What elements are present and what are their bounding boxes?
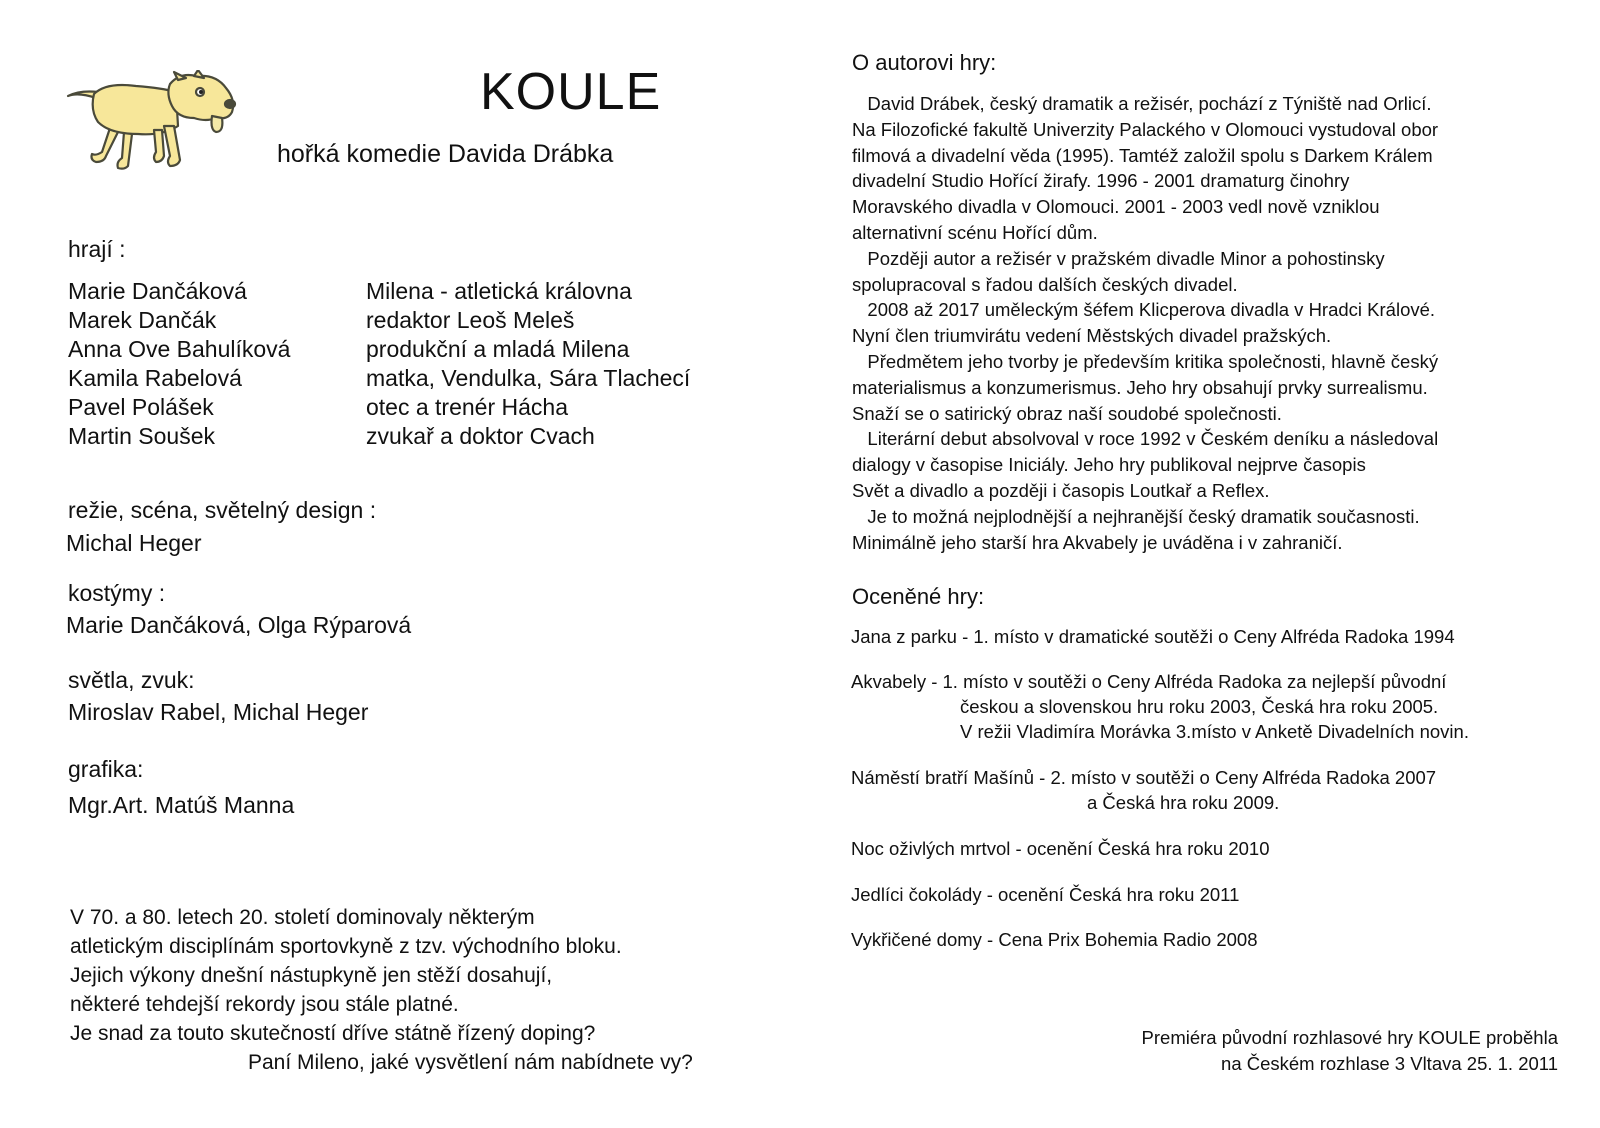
cast-role: otec a trenér Hácha <box>366 394 569 420</box>
author-line: Je to možná nejplodnější a nejhranější český dramatik současnosti. <box>852 505 1420 527</box>
award-line: Náměstí bratří Mašínů - 2. místo v soutěži o Ceny Alfréda Radoka 2007 <box>851 767 1437 788</box>
intro-line: některé tehdejší rekordy jsou stále platné. <box>70 993 459 1016</box>
author-line: divadelní Studio Hořící žirafy. 1996 - 2001 dramaturg činohry <box>852 170 1350 192</box>
award-line: Noc oživlých mrtvol - ocenění Česká hra roku 2010 <box>851 838 1270 859</box>
author-line: Snaží se o satirický obraz naší soudobé společnosti. <box>852 402 1282 424</box>
award-item <box>851 624 1455 649</box>
credit-value: Miroslav Rabel, Michal Heger <box>68 699 369 725</box>
intro-line: Jejich výkony dnešní nástupkyně jen stěží dosahují, <box>70 964 553 987</box>
page-subtitle: hořká komedie Davida Drábka <box>277 140 614 168</box>
premiere-line: na Českém rozhlase 3 Vltava 25. 1. 2011 <box>1221 1052 1558 1074</box>
cast-role: zvukař a doktor Cvach <box>366 423 595 449</box>
cast-actor: Marek Dančák <box>68 307 217 333</box>
page-title: KOULE <box>480 63 662 121</box>
award-item <box>851 669 1469 744</box>
credit-value: Mgr.Art. Matúš Manna <box>68 792 295 818</box>
cast-heading: hrají : <box>68 236 126 262</box>
award-item <box>851 927 1258 952</box>
cast-actor: Marie Dančáková <box>68 278 247 304</box>
award-item <box>851 765 1436 815</box>
author-line: 2008 až 2017 uměleckým šéfem Klicperova divadla v Hradci Králové. <box>852 299 1436 321</box>
author-line: Svět a divadlo a později i časopis Loutkař a Reflex. <box>852 479 1270 501</box>
premiere-line: Premiéra původní rozhlasové hry KOULE proběhla <box>1141 1027 1558 1048</box>
author-line: Na Filozofické fakultě Univerzity Palackého v Olomouci vystudoval obor <box>852 118 1439 140</box>
author-line: Nyní člen triumvirátu vedení Městských divadel pražských. <box>852 325 1332 347</box>
credit-value: Michal Heger <box>66 530 202 556</box>
credit-value: Marie Dančáková, Olga Rýparová <box>66 612 412 638</box>
cast-actor: Kamila Rabelová <box>68 365 242 391</box>
author-line: Literární debut absolvoval v roce 1992 v Českém deníku a následoval <box>852 428 1439 450</box>
intro-line: Paní Mileno, jaké vysvětlení nám nabídnete vy? <box>248 1051 693 1074</box>
premiere-note <box>1142 1025 1558 1076</box>
award-line: Jedlíci čokolády - ocenění Česká hra roku 2011 <box>851 884 1240 905</box>
award-line: Vykřičené domy - Cena Prix Bohemia Radio 2008 <box>851 929 1258 950</box>
cast-actor: Martin Soušek <box>68 423 216 449</box>
intro-line: V 70. a 80. letech 20. století dominovaly některým <box>70 906 535 929</box>
credit-label: kostýmy : <box>68 580 166 606</box>
credit-label: světla, zvuk: <box>68 667 195 693</box>
award-line: českou a slovenskou hru roku 2003, Česká hra roku 2005. <box>960 696 1439 717</box>
cast-role: produkční a mladá Milena <box>366 336 630 362</box>
author-line: Moravského divadla v Olomouci. 2001 - 2003 vedl nově vzniklou <box>852 196 1380 218</box>
award-line: V režii Vladimíra Morávka 3.místo v Anketě Divadelních novin. <box>960 721 1469 742</box>
award-line: Jana z parku - 1. místo v dramatické soutěži o Ceny Alfréda Radoka 1994 <box>851 626 1455 647</box>
yellow-dog-icon <box>66 70 246 180</box>
cast-actor: Anna Ove Bahulíková <box>68 336 291 362</box>
author-line: Později autor a režisér v pražském divadle Minor a pohostinsky <box>852 247 1385 269</box>
author-line: David Drábek, český dramatik a režisér, pochází z Týniště nad Orlicí. <box>852 93 1432 114</box>
award-line: Akvabely - 1. místo v soutěži o Ceny Alfréda Radoka za nejlepší původní <box>851 671 1447 692</box>
author-line: dialogy v časopise Iniciály. Jeho hry publikoval nejprve časopis <box>852 454 1366 476</box>
cast-role: matka, Vendulka, Sára Tlachecí <box>366 365 691 391</box>
author-heading: O autorovi hry: <box>852 50 997 75</box>
award-item <box>851 836 1270 861</box>
author-line: Předmětem jeho tvorby je především kritika společnosti, hlavně český <box>852 350 1439 372</box>
cast-actor: Pavel Polášek <box>68 394 214 420</box>
cast-role: redaktor Leoš Meleš <box>366 307 575 333</box>
award-line: a Česká hra roku 2009. <box>1087 792 1280 813</box>
credit-label: grafika: <box>68 756 144 782</box>
intro-line: atletickým disciplínám sportovkyně z tzv. východního bloku. <box>70 935 622 958</box>
award-item <box>851 882 1239 907</box>
cast-role: Milena - atletická královna <box>366 278 632 304</box>
credit-label: režie, scéna, světelný design : <box>68 497 377 523</box>
author-line: spolupracoval s řadou dalších českých divadel. <box>852 273 1238 295</box>
author-line: filmová a divadelní věda (1995). Tamtéž založil spolu s Darkem Králem <box>852 144 1433 166</box>
author-line: Minimálně jeho starší hra Akvabely je uváděna i v zahraničí. <box>852 531 1343 553</box>
author-line: alternativní scénu Hořící dům. <box>852 221 1098 243</box>
author-text <box>852 91 1438 555</box>
intro-line: Je snad za touto skutečností dříve státně řízený doping? <box>70 1022 596 1045</box>
author-line: materialismus a konzumerismus. Jeho hry obsahují prvky surrealismu. <box>852 376 1428 398</box>
awards-heading: Oceněné hry: <box>852 584 985 609</box>
